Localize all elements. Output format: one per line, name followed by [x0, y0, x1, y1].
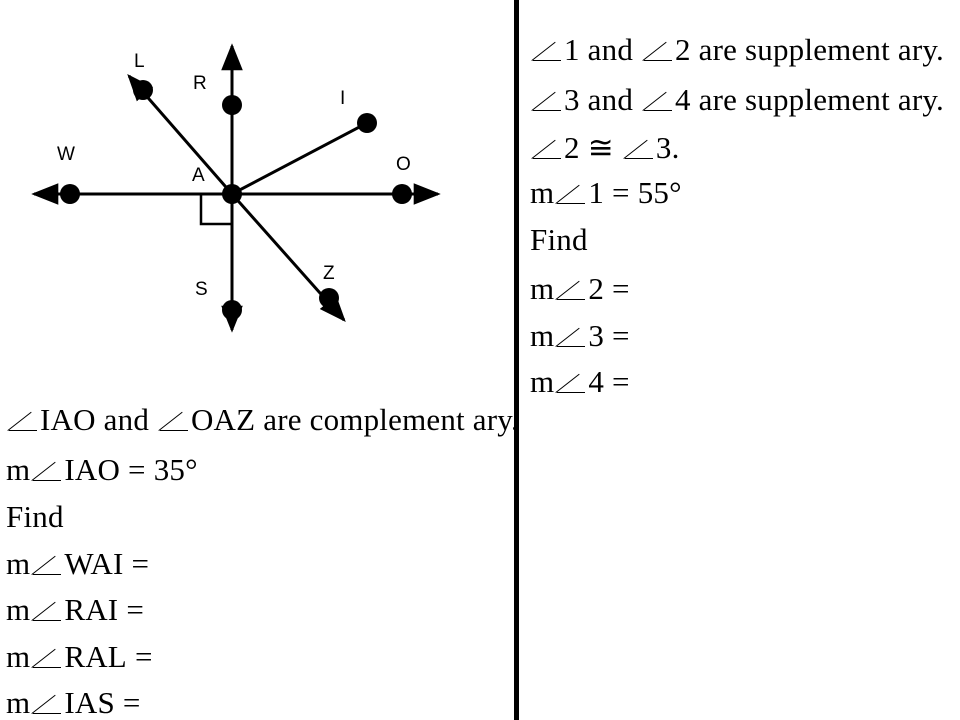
angle-symbol-icon: [530, 89, 564, 111]
left-find-item: m IAS =: [6, 685, 141, 720]
point-l: [133, 80, 153, 100]
angle-symbol-icon: [6, 409, 40, 431]
label-a: A: [192, 165, 205, 186]
right-given-1: 1 and 2 are supplement ary.: [530, 34, 944, 65]
label-i: I: [340, 88, 346, 109]
angle-symbol-icon: [641, 39, 675, 61]
point-o: [392, 184, 412, 204]
angle-symbol-icon: [30, 692, 64, 714]
right-find-item: m 4 =: [530, 364, 630, 399]
angle-symbol-icon: [554, 278, 588, 300]
right-given-3: 2 ≅ 3.: [530, 132, 680, 163]
angle-symbol-icon: [554, 182, 588, 204]
angle-symbol-icon: [530, 39, 564, 61]
left-given-1: IAO and OAZ are complement ary.: [6, 404, 519, 435]
vertical-divider: [514, 0, 519, 720]
left-given-2: m IAO = 35°: [6, 452, 198, 487]
right-find-item: m 3 =: [530, 318, 630, 353]
ray-ai: [232, 123, 367, 194]
label-o: O: [396, 154, 411, 175]
point-w: [60, 184, 80, 204]
point-i: [357, 113, 377, 133]
right-given-2: 3 and 4 are supplement ary.: [530, 84, 944, 115]
point-r: [222, 95, 242, 115]
angle-symbol-icon: [622, 137, 656, 159]
label-r: R: [193, 73, 207, 94]
right-find: Find: [530, 222, 588, 257]
angle-symbol-icon: [30, 599, 64, 621]
angle-symbol-icon: [554, 371, 588, 393]
right-given-4: m 1 = 55°: [530, 175, 682, 210]
angle-diagram: [0, 0, 515, 370]
left-find: Find: [6, 499, 64, 534]
label-s: S: [195, 279, 208, 300]
left-find-item: m RAL =: [6, 639, 153, 674]
left-find-item: m RAI =: [6, 592, 145, 627]
point-a: [222, 184, 242, 204]
left-find-item: m WAI =: [6, 546, 150, 581]
label-l: L: [134, 51, 145, 72]
angle-symbol-icon: [530, 137, 564, 159]
angle-symbol-icon: [157, 409, 191, 431]
label-w: W: [57, 144, 75, 165]
label-z: Z: [323, 263, 335, 284]
angle-symbol-icon: [30, 459, 64, 481]
angle-symbol-icon: [641, 89, 675, 111]
angle-symbol-icon: [554, 325, 588, 347]
right-find-item: m 2 =: [530, 271, 630, 306]
angle-symbol-icon: [30, 646, 64, 668]
point-z: [319, 288, 339, 308]
point-s: [222, 300, 242, 320]
angle-symbol-icon: [30, 553, 64, 575]
